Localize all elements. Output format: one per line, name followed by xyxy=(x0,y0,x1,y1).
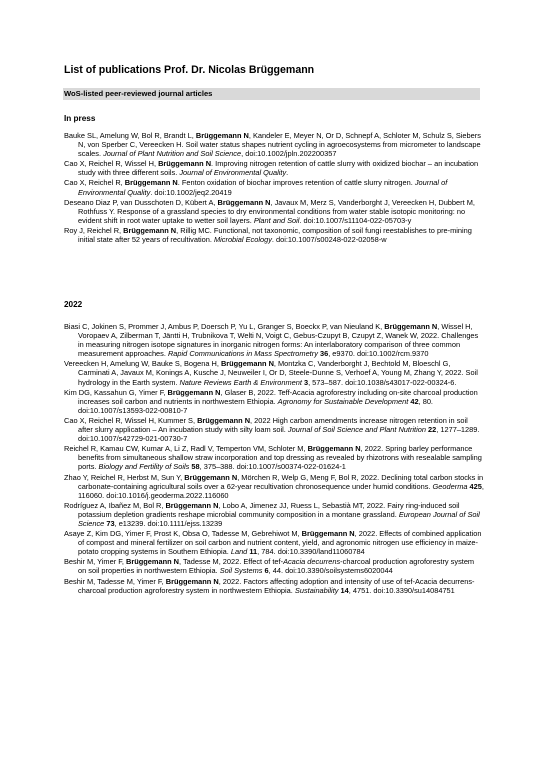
emphasis-italic: Journal of Plant Nutrition and Soil Science xyxy=(103,149,242,159)
publication-entry: Deseano Diaz P, van Dusschoten D, Kübert A, Brüggemann N, Javaux M, Merz S, Vanderborght J, Vereecken H, Dubbert M, Rothfuss Y. Response of a grassland species to dry environmental conditions from water stable isotopic monitoring: no evident shift in root water uptake to wetter soil layers. Plant and Soil. doi:10.1007/s11104-022-05703-y xyxy=(64,197,475,225)
emphasis-bold: Brüggemann N xyxy=(384,322,438,331)
emphasis-bold: 6 xyxy=(264,566,269,576)
publication-entry: Asaye Z, Kim DG, Yimer F, Prost K, Obsa O, Tadesse M, Gebrehiwot M, Brüggemann N, 2022. Effects of combined application of compost and mineral fertilizer on soil carbon and nutrient content, yield, and agronomic nitrogen use efficiency in maize-potato cropping systems in Southern Ethiopia. Land 11, 784. doi:10.3390/land11060784 xyxy=(64,529,482,557)
emphasis-bold: 22 xyxy=(428,425,437,435)
emphasis-bold: Brüggemann N xyxy=(307,444,361,454)
emphasis-italic: Biology and Fertility of Soils xyxy=(98,462,190,472)
page-title: List of publications Prof. Dr. Nicolas Brüggemann xyxy=(64,64,315,76)
publication-entry: Roy J, Reichel R, Brüggemann N, Rillig MC. Functional, not taxonomic, composition of soil fungi reestablishes to pre-mining initial state after 52 years of recultivation. Microbial Ecology. doi:10.1007/s00248-022-02058-w xyxy=(64,225,472,245)
emphasis-bold: Brüggemann N xyxy=(301,529,355,539)
emphasis-bold: Brüggemann N xyxy=(167,387,221,397)
emphasis-italic: Microbial Ecology xyxy=(213,235,272,245)
emphasis-italic: Journal of Environmental Quality xyxy=(179,168,287,178)
emphasis-italic: Soil Systems xyxy=(219,566,263,576)
emphasis-bold: 3 xyxy=(303,377,309,387)
emphasis-bold: Brüggemann N xyxy=(126,557,179,567)
publication-entry: Reichel R, Kamau CW, Kumar A, Li Z, Radl V, Temperton VM, Schloter M, Brüggemann N, 2022. Spring barley performance benefits from simultaneous shallow straw incorporation and top dressing as revealed by rhizotrons with resealable sampling ports. Biology and Fertility of Soils 58, 375–388. doi:10.1007/s00374-022-01624-1 xyxy=(64,444,482,472)
emphasis-italic: Land xyxy=(230,547,248,557)
emphasis-bold: Brüggemann N xyxy=(158,159,212,169)
emphasis-bold: Brüggemann N xyxy=(217,197,271,207)
publication-entry: Biasi C, Jokinen S, Prommer J, Ambus P, Doersch P, Yu L, Granger S, Boeckx P, van Nieuland K, Brüggemann N, Wissel H, Voropaev A, Zilberman T, Jäntti H, Trubnikova T, Welti N, Voigt C, Gebus-Czupyt B, Czupyt Z, Wanek W, 2022. Challenges in measuring nitrogen isotope signatures in inorganic nitrogen forms: An interlaboratory comparison of three common measurement approaches. Rapid Communications in Mass Spectrometry 36, e9370. doi:10.1002/rcm.9370 xyxy=(64,322,479,359)
publication-entry: Bauke SL, Amelung W, Bol R, Brandt L, Brüggemann N, Kandeler E, Meyer N, Or D, Schnepf A, Schloter M, Schulz S, Siebers N, von Sperber C, Vereecken H. Soil water status shapes nutrient cycling in agroecosystems from micrometer to landscape scales. Journal of Plant Nutrition and Soil Science, doi:10.1002/jpln.202200357 xyxy=(64,131,481,159)
emphasis-bold: 14 xyxy=(340,585,349,595)
emphasis-bold: 42 xyxy=(410,396,419,406)
emphasis-italic: Journal of Environmental Quality xyxy=(78,178,448,197)
publication-entry: Cao X, Reichel R, Wissel H, Kummer S, Brüggemann N, 2022 High carbon amendments increase nitrogen retention in soil after slurry application – An incubation study with silty loam soil. Journal of Soil Science and Plant Nutrition 22, 1277–1289. doi:10.1007/s42729-021-00730-7 xyxy=(64,415,480,444)
publication-entry: Beshir M, Tadesse M, Yimer F, Brüggemann N, 2022. Factors affecting adoption and intensity of use of tef-Acacia decurrens-charcoal production agroforestry system in northwestern Ethiopia. Sustainability 14, 4751. doi:10.3390/su14084751 xyxy=(64,576,475,595)
publication-entry: Cao X, Reichel R, Brüggemann N. Fenton oxidation of biochar improves retention of cattle slurry nitrogen. Journal of Environmental Quality. doi:10.1002/jeq2.20419 xyxy=(64,178,448,197)
emphasis-bold: 73 xyxy=(106,518,115,528)
publication-entry: Cao X, Reichel R, Wissel H, Brüggemann N. Improving nitrogen retention of cattle slurry with oxidized biochar – an incubation study with three different soils. Journal of Environmental Quality. xyxy=(64,159,479,178)
emphasis-bold: 425 xyxy=(469,481,482,491)
emphasis-bold: Brüggemann N xyxy=(124,178,178,188)
group-heading-2022: 2022 xyxy=(64,300,83,309)
emphasis-bold: Brüggemann N xyxy=(197,415,251,425)
emphasis-italic: Agronomy for Sustainable Development xyxy=(277,396,409,406)
emphasis-bold: Brüggemann N xyxy=(220,359,274,369)
publication-entry: Vereecken H, Amelung W, Bauke S, Bogena H, Brüggemann N, Montzka C, Vanderborght J, Bechtold M, Bloeschl G, Carminati A, Javaux M, Konings A, Kusche J, Neuweiler I, Or D, Steele-Dunne S, Verhoef A, Young M, Zhang Y, 2022. Soil hydrology in the Earth system. Nature Reviews Earth & Environment 3, 573–587. doi:10.1038/s43017-022-00324-6. xyxy=(64,359,478,387)
section-header-band xyxy=(63,88,480,100)
publication-entry: Rodríguez A, Ibañez M, Bol R, Brüggemann N, Lobo A, Jimenez JJ, Ruess L, Sebastià MT, 2022. Fairy ring-induced soil potassium depletion gradients reshape microbial community composition in a montane grassland. European Journal of Soil Science 73, e13239. doi:10.1111/ejss.13239 xyxy=(64,500,480,528)
emphasis-italic: Journal of Soil Science and Plant Nutrition xyxy=(287,425,426,435)
emphasis-bold: Brüggemann N xyxy=(165,576,219,586)
emphasis-italic: Rapid Communications in Mass Spectrometry xyxy=(167,349,318,359)
in-press-list xyxy=(64,131,484,245)
emphasis-bold: Brüggemann N xyxy=(184,472,238,482)
publication-entry: Kim DG, Kassahun G, Yimer F, Brüggemann N, Glaser B, 2022. Teff-Acacia agroforestry including on-site charcoal production increases soil carbon and nutrients in northwestern Ethiopia. Agronomy for Sustainable Development 42, 80. doi:10.1007/s13593-022-00810-7 xyxy=(64,387,478,415)
emphasis-italic: European Journal of Soil Science xyxy=(78,509,480,528)
publication-entry: Beshir M, Yimer F, Brüggemann N, Tadesse M, 2022. Effect of tef-Acacia decurrens-charcoal production agroforestry system on soil properties in northwestern Ethiopia. Soil Systems 6, 44. doi:10.3390/soilsystems6020044 xyxy=(64,557,475,576)
group-heading-in-press: In press xyxy=(64,114,96,123)
year-2022-list xyxy=(64,322,484,596)
emphasis-bold: Brüggemann N xyxy=(165,500,219,510)
emphasis-bold: Brüggemann N xyxy=(123,225,177,235)
section-label: WoS-listed peer-reviewed journal articles xyxy=(64,89,213,98)
publication-entry: Zhao Y, Reichel R, Herbst M, Sun Y, Brüggemann N, Mörchen R, Welp G, Meng F, Bol R, 2022. Declining total carbon stocks in carbonate-containing agricultural soils over a 62-year recultivation chronosequence under humid conditions. Geoderma 425, 116060. doi:10.1016/j.geoderma.2022.116060 xyxy=(64,472,484,500)
emphasis-italic: Sustainability xyxy=(294,585,339,595)
emphasis-bold: Brüggemann N xyxy=(195,131,249,140)
emphasis-italic: Plant and Soil xyxy=(253,215,300,225)
emphasis-bold: 58 xyxy=(191,462,200,472)
emphasis-bold: 36 xyxy=(319,349,329,359)
emphasis-bold: 11 xyxy=(249,547,258,557)
emphasis-italic: Geoderma xyxy=(432,481,468,491)
emphasis-italic: Nature Reviews Earth & Environment xyxy=(179,377,302,387)
emphasis-italic: Acacia decurrens xyxy=(283,557,341,567)
